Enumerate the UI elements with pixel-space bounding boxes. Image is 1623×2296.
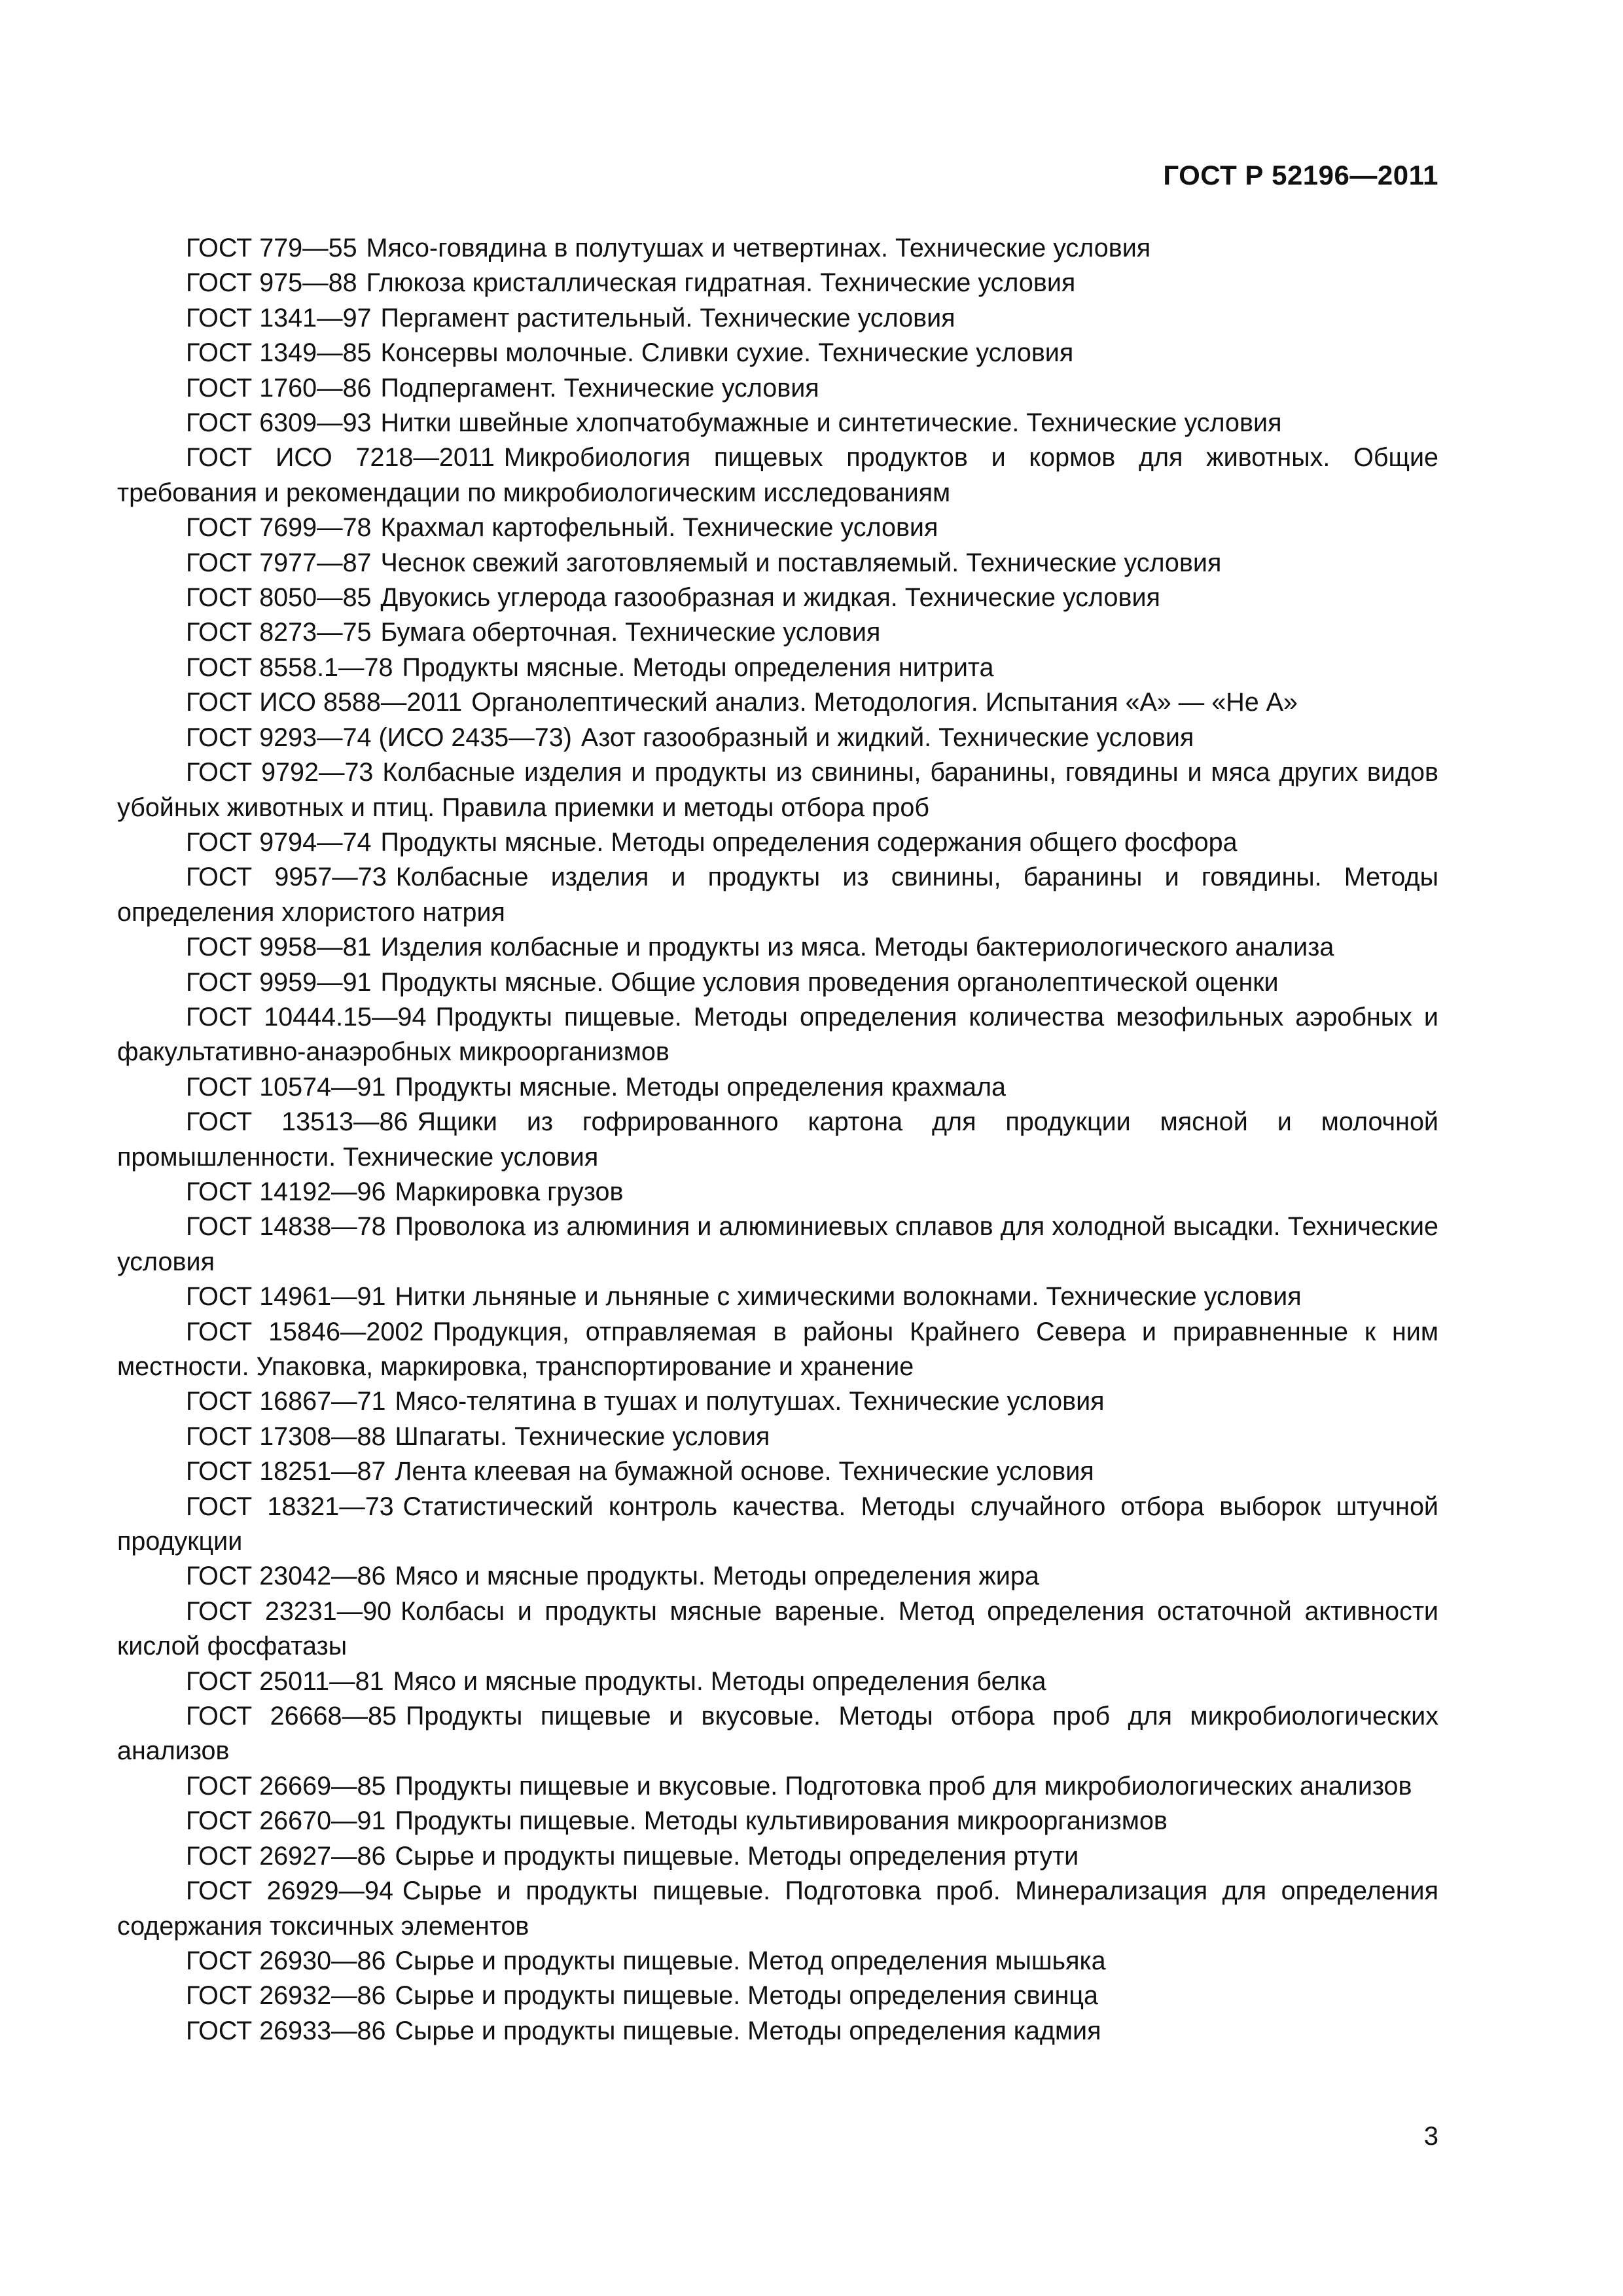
reference-title: Бумага оберточная. Технические условия (380, 618, 881, 647)
reference-code: ГОСТ 26670—91 (186, 1806, 386, 1836)
reference-item (117, 1769, 1438, 1804)
reference-item (117, 546, 1438, 581)
reference-item (117, 1454, 1438, 1489)
reference-title: Маркировка грузов (395, 1177, 624, 1206)
reference-code: ГОСТ 1760—86 (186, 373, 372, 403)
reference-item (117, 1420, 1438, 1454)
reference-title: Сырье и продукты пищевые. Подготовка проб. Минерализация для определения содержания токсичных элементов (117, 1876, 1438, 1941)
reference-item (117, 1315, 1438, 1385)
reference-code: ГОСТ 26668—85 (186, 1702, 397, 1731)
reference-item (117, 1839, 1438, 1874)
reference-item (117, 371, 1438, 406)
reference-code: ГОСТ 26927—86 (186, 1841, 386, 1871)
reference-code: ГОСТ 13513—86 (186, 1107, 408, 1137)
reference-item (117, 336, 1438, 370)
reference-code: ГОСТ 975—88 (186, 268, 357, 298)
reference-title: Продукты пищевые и вкусовые. Методы отбора проб для микробиологических анализов (117, 1702, 1438, 1766)
reference-item (117, 965, 1438, 1000)
reference-title: Продукты пищевые. Методы культивирования микроорганизмов (395, 1806, 1168, 1836)
reference-item (117, 860, 1438, 930)
reference-item (117, 1979, 1438, 2013)
reference-code: ГОСТ 26932—86 (186, 1981, 386, 2011)
reference-code: ГОСТ 14961—91 (186, 1282, 386, 1312)
reference-code: ГОСТ 18321—73 (186, 1492, 394, 1521)
reference-code: ГОСТ 779—55 (186, 234, 357, 262)
reference-title: Продукты мясные. Методы определения крахмала (395, 1072, 1007, 1102)
reference-code: ГОСТ 8050—85 (186, 583, 372, 613)
reference-title: Микробиология пищевых продуктов и кормов для животных. Общие требования и рекомендации по микробиологическим исследованиям (117, 443, 1438, 507)
reference-title: Продукты пищевые. Методы определения количества мезофильных аэробных и факультативно-анаэробных микроорганизмов (117, 1002, 1438, 1067)
reference-code: ГОСТ 7699—78 (186, 513, 372, 543)
reference-code: ГОСТ 6309—93 (186, 408, 372, 438)
reference-title: Двуокись углерода газообразная и жидкая. Технические условия (380, 583, 1160, 613)
reference-item (117, 1699, 1438, 1769)
reference-item (117, 301, 1438, 336)
reference-code: ГОСТ 15846—2002 (186, 1317, 424, 1346)
reference-title: Сырье и продукты пищевые. Метод определения мышьяка (395, 1946, 1106, 1975)
reference-title: Мясо-говядина в полутушах и четвертинах. Технические условия (366, 234, 1151, 262)
reference-item (117, 930, 1438, 965)
reference-item (117, 1664, 1438, 1699)
reference-title: Мясо и мясные продукты. Методы определения белка (393, 1666, 1046, 1696)
reference-item (117, 1804, 1438, 1839)
reference-title: Консервы молочные. Сливки сухие. Технические условия (380, 338, 1074, 368)
reference-item (117, 1490, 1438, 1560)
reference-title: Азот газообразный и жидкий. Технические условия (580, 723, 1194, 752)
reference-item (117, 615, 1438, 650)
reference-item (117, 721, 1438, 755)
reference-title: Статистический контроль качества. Методы случайного отбора выборок штучной продукции (117, 1492, 1438, 1556)
reference-item (117, 511, 1438, 545)
reference-title: Продукты мясные. Методы определения содержания общего фосфора (380, 827, 1238, 857)
reference-item (117, 1070, 1438, 1105)
reference-code: ГОСТ ИСО 8588—2011 (186, 688, 463, 717)
reference-title: Нитки швейные хлопчатобумажные и синтетические. Технические условия (380, 408, 1282, 438)
reference-title: Мясо-телятина в тушах и полутушах. Технические условия (395, 1387, 1105, 1416)
reference-item (117, 231, 1438, 266)
reference-title: Пергамент растительный. Технические условия (380, 303, 955, 332)
reference-code: ГОСТ 14192—96 (186, 1177, 386, 1206)
reference-title: Чеснок свежий заготовляемый и поставляемый. Технические условия (380, 548, 1222, 577)
reference-item (117, 1105, 1438, 1175)
normative-references-list (117, 231, 1438, 2049)
reference-item (117, 1384, 1438, 1419)
reference-item (117, 825, 1438, 860)
reference-item (117, 1000, 1438, 1070)
reference-code: ГОСТ 9794—74 (186, 827, 372, 857)
reference-code: ГОСТ 16867—71 (186, 1387, 386, 1416)
reference-title: Проволока из алюминия и алюминиевых сплавов для холодной высадки. Технические условия (117, 1212, 1438, 1276)
reference-item (117, 2014, 1438, 2049)
reference-title: Изделия колбасные и продукты из мяса. Методы бактериологического анализа (380, 933, 1334, 962)
reference-code: ГОСТ 26669—85 (186, 1771, 386, 1801)
reference-code: ГОСТ 8558.1—78 (186, 653, 393, 682)
reference-title: Глюкоза кристаллическая гидратная. Технические условия (366, 268, 1076, 298)
reference-code: ГОСТ 9958—81 (186, 933, 372, 962)
reference-title: Ящики из гофрированного картона для продукции мясной и молочной промышленности. Технические условия (117, 1107, 1438, 1172)
reference-title: Колбасы и продукты мясные вареные. Метод определения остаточной активности кислой фосфатазы (117, 1596, 1438, 1661)
reference-title: Лента клеевая на бумажной основе. Технические условия (395, 1457, 1094, 1486)
reference-code: ГОСТ 26929—94 (186, 1876, 393, 1906)
reference-item (117, 1944, 1438, 1979)
reference-code: ГОСТ 25011—81 (186, 1666, 384, 1696)
reference-title: Мясо и мясные продукты. Методы определения жира (395, 1562, 1039, 1591)
reference-code: ГОСТ 9957—73 (186, 863, 387, 892)
reference-title: Сырье и продукты пищевые. Методы определения свинца (395, 1981, 1098, 2011)
reference-code: ГОСТ 9293—74 (ИСО 2435—73) (186, 723, 572, 752)
reference-item (117, 1280, 1438, 1314)
reference-code: ГОСТ 9792—73 (186, 758, 374, 787)
reference-title: Сырье и продукты пищевые. Методы определения ртути (395, 1841, 1079, 1871)
reference-code: ГОСТ 1349—85 (186, 338, 372, 368)
reference-item (117, 755, 1438, 825)
reference-item (117, 1594, 1438, 1664)
reference-title: Нитки льняные и льняные с химическими волокнами. Технические условия (395, 1282, 1302, 1312)
reference-title: Колбасные изделия и продукты из свинины, баранины и говядины. Методы определения хлористого натрия (117, 863, 1438, 927)
reference-item (117, 1559, 1438, 1594)
reference-code: ГОСТ 8273—75 (186, 618, 372, 647)
reference-item (117, 440, 1438, 511)
reference-item (117, 1874, 1438, 1944)
reference-code: ГОСТ 9959—91 (186, 967, 372, 997)
reference-code: ГОСТ 18251—87 (186, 1457, 386, 1486)
reference-title: Шпагаты. Технические условия (395, 1422, 770, 1451)
reference-item (117, 651, 1438, 685)
reference-title: Колбасные изделия и продукты из свинины, баранины, говядины и мяса других видов убойных животных и птиц. Правила приемки и методы отбора проб (117, 758, 1438, 822)
reference-item (117, 1175, 1438, 1210)
reference-title: Продукты пищевые и вкусовые. Подготовка проб для микробиологических анализов (395, 1771, 1412, 1801)
document-header-id: ГОСТ Р 52196—2011 (1163, 160, 1438, 190)
reference-code: ГОСТ 23042—86 (186, 1562, 386, 1591)
reference-code: ГОСТ 23231—90 (186, 1596, 392, 1626)
reference-item (117, 581, 1438, 615)
reference-item (117, 406, 1438, 440)
reference-item (117, 266, 1438, 300)
reference-title: Подпергамент. Технические условия (380, 373, 819, 403)
reference-code: ГОСТ 10444.15—94 (186, 1002, 427, 1031)
reference-code: ГОСТ 26933—86 (186, 2016, 386, 2045)
reference-item (117, 685, 1438, 720)
reference-code: ГОСТ 10574—91 (186, 1072, 386, 1102)
reference-title: Продукты мясные. Методы определения нитрита (402, 653, 994, 682)
reference-code: ГОСТ 17308—88 (186, 1422, 386, 1451)
page-number: 3 (1423, 2122, 1438, 2151)
reference-code: ГОСТ 1341—97 (186, 303, 372, 332)
reference-code: ГОСТ 26930—86 (186, 1946, 386, 1975)
reference-code: ГОСТ 7977—87 (186, 548, 372, 577)
reference-title: Крахмал картофельный. Технические условия (380, 513, 938, 543)
reference-code: ГОСТ ИСО 7218—2011 (186, 443, 495, 473)
reference-title: Сырье и продукты пищевые. Методы определения кадмия (395, 2016, 1101, 2045)
reference-title: Продукты мясные. Общие условия проведения органолептической оценки (380, 967, 1279, 997)
reference-title: Органолептический анализ. Методология. Испытания «А» — «Не А» (471, 688, 1298, 717)
reference-item (117, 1210, 1438, 1280)
reference-code: ГОСТ 14838—78 (186, 1212, 386, 1242)
reference-title: Продукция, отправляемая в районы Крайнего Севера и приравненные к ним местности. Упаковка, маркировка, транспортирование и хранение (117, 1317, 1438, 1381)
